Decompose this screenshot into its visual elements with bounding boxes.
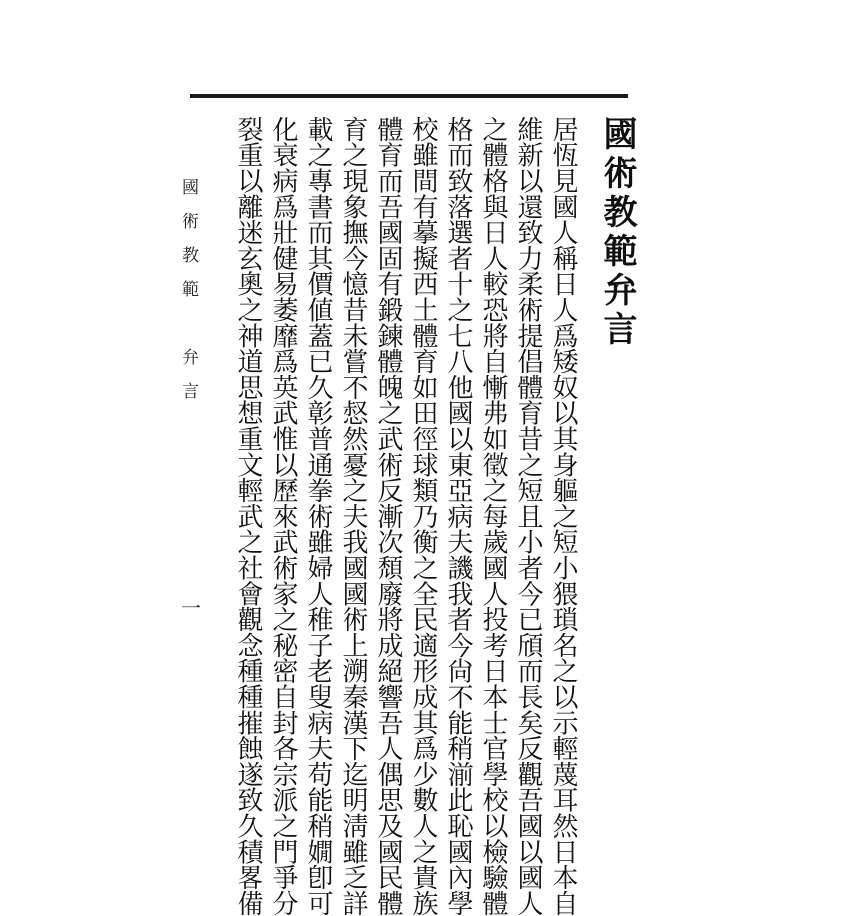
text-column: 裂重以離迷玄奧之神道思想重文輕武之社會觀念種種摧蝕遂致久積畧備 xyxy=(233,116,263,916)
text-column: 維新以還致力柔術提倡體育昔之短且小者今已頎而長矣反觀吾國以國人 xyxy=(513,116,543,916)
text-column: 化衰病爲壯健易萎靡爲英武惟以歷來武術家之秘密自封各宗派之門爭分 xyxy=(268,116,298,916)
text-column: 格而致落選者十之七八他國以東亞病夫譏我者今尙不能稍湔此恥國內學 xyxy=(443,116,473,916)
chapter-title: 國術教範弁言 xyxy=(597,116,637,350)
text-column: 載之專書而其價値蓋已久彰普通拳術雖婦人稚子老叟病夫苟能稍嫺卽可 xyxy=(303,116,333,916)
text-column: 育之現象撫今憶昔未嘗不惄然憂之夫我國國術上溯秦漢下迄明淸雖乏詳 xyxy=(338,116,368,916)
text-column: 校雖間有摹擬西土體育如田徑球類乃衡之全民適形成其爲少數人之貴族 xyxy=(408,116,438,916)
top-rule xyxy=(190,94,628,98)
page-number: 一 xyxy=(181,596,201,620)
running-head: 國術教範 弁言 xyxy=(178,178,198,416)
text-column: 體育而吾國固有鍛鍊體魄之武術反漸次頹廢將成絕響吾人偶思及國民體 xyxy=(373,116,403,916)
text-column: 之體格與日人較恐將自慚弗如徵之每歲國人投考日本士官學校以檢驗體 xyxy=(478,116,508,916)
text-column: 居恆見國人稱日人爲矮奴以其身軀之短小猥瑣名之以示輕蔑耳然日本自 xyxy=(548,116,578,916)
